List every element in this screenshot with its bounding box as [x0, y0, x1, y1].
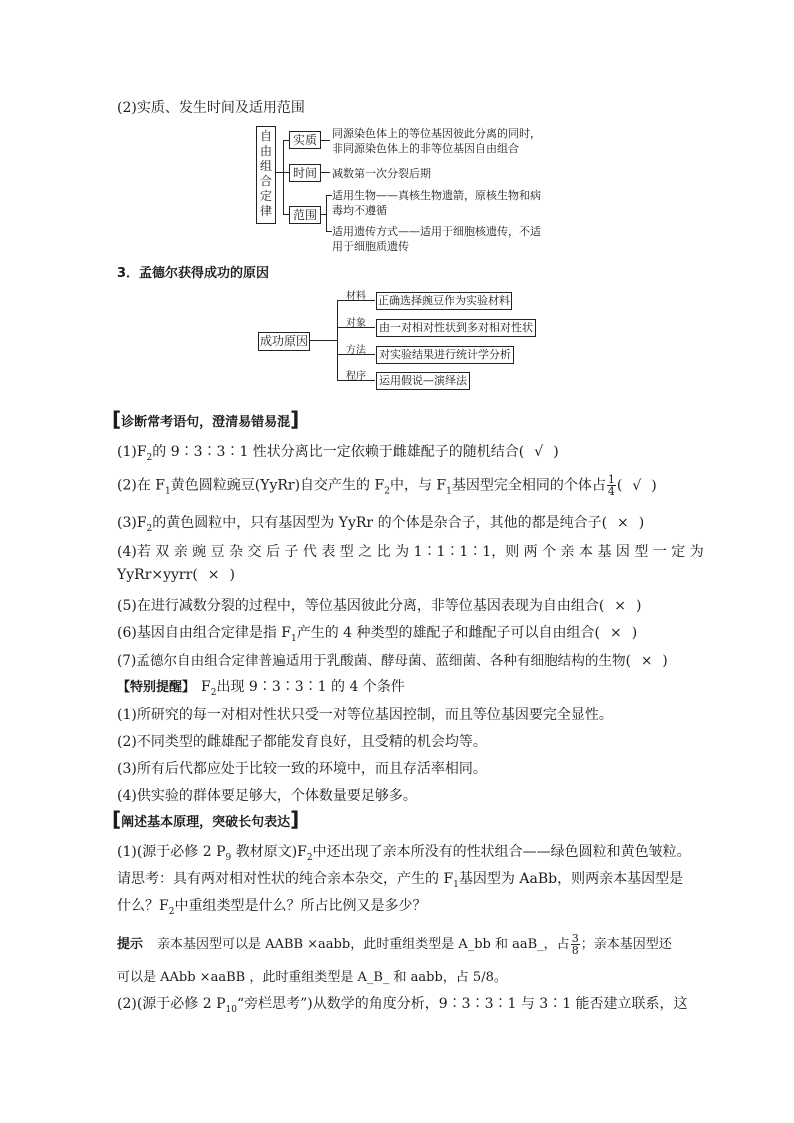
- banner-diagnose: [诊断常考语句，澄清易错易混]: [112, 407, 300, 431]
- diagram1-scope-inherit-line2: 用于细胞质遗传: [332, 240, 409, 253]
- diagram2-label-object: 对象: [346, 318, 366, 329]
- answer-line1: 提示 亲本基因型可以是 AABB ×aabb，此时重组类型是 A_bb 和 aaB_，占 $\frac{3}{8}$ ；亲本基因型还: [117, 932, 672, 957]
- diagram1-essence-line2: 非同源染色体上的非等位基因自由组合: [332, 142, 519, 155]
- diagram1-node-essence: 实质: [289, 131, 321, 149]
- special-tip-item-1: (1)所研究的每一对相对性状只受一对等位基因控制，而且等位基因要完全显性。: [117, 707, 613, 723]
- section-heading-2: (2)实质、发生时间及适用范围: [117, 100, 305, 116]
- banner-explain: [阐述基本原理，突破长句表达]: [112, 807, 300, 831]
- diagram2-box-procedure: 运用假说—演绎法: [376, 372, 470, 390]
- section-heading-3: 3．孟德尔获得成功的原因: [117, 266, 270, 281]
- special-tip-item-2: (2)不同类型的雌雄配子都能发育良好，且受精的机会均等。: [117, 734, 487, 750]
- diagram2-label-material: 材料: [346, 291, 366, 302]
- question-1-line3: 什么？$F_2$中重组类型是什么？所占比例又是多少？: [117, 898, 427, 917]
- special-tip-item-3: (3)所有后代都应处于比较一致的环境中，而且存活率相同。: [117, 761, 487, 777]
- statement-2: (2)在 $F_1$黄色圆粒豌豆(YyRr)自交产生的 $F_2$中，与 $F_1$基因型完全相同的个体占 $\frac{1}{4}$ ( √ ): [117, 473, 657, 498]
- statement-3: $(3)F_2$的黄色圆粒中，只有基因型为 YyRr 的个体是杂合子，其他的都是纯合子( × ): [117, 515, 645, 534]
- statement-5: (5)在进行减数分裂的过程中，等位基因彼此分离，非等位基因表现为自由组合( × ): [117, 598, 642, 614]
- statement-7: (7)孟德尔自由组合定律普遍适用于乳酸菌、酵母菌、蓝细菌、各种有细胞结构的生物( × ): [117, 653, 668, 669]
- statement-6: (6)基因自由组合定律是指 $F_1$产生的 4 种类型的雄配子和雌配子可以自由组合( × ): [117, 625, 638, 644]
- question-2-line1: (2)(源于必修 2 $P_{10}“$旁栏思考”)从数学的角度分析，9∶3∶3∶1 与 3∶1 能否建立联系，这: [117, 996, 688, 1015]
- diagram1-node-scope: 范围: [289, 206, 321, 224]
- statement-4-line1: (4)若 双 亲 豌 豆 杂 交 后 子 代 表 型 之 比 为 1∶1∶1∶1，则 两 个 亲 本 基 因 型 一 定 为: [117, 544, 704, 560]
- question-1-line2: 请思考：具有两对相对性状的纯合亲本杂交，产生的 $F_1$基因型为 AaBb，则两亲本基因型是: [117, 871, 684, 890]
- diagram2-box-object: 由一对相对性状到多对相对性状: [376, 319, 536, 337]
- diagram1-essence-line1: 同源染色体上的等位基因彼此分离的同时，: [332, 127, 541, 140]
- special-tip-heading: 【特别提醒】 $F_2$出现 9∶3∶3∶1 的 4 个条件: [117, 679, 405, 698]
- diagram2-label-method: 方法: [346, 345, 366, 356]
- diagram2-label-procedure: 程序: [346, 371, 366, 382]
- diagram2-box-material: 正确选择豌豆作为实验材料: [376, 292, 512, 310]
- diagram1-scope-bio-line1: 适用生物——真核生物遗箭，原核生物和病: [332, 189, 541, 202]
- diagram1-node-time: 时间: [289, 164, 321, 182]
- statement-4-line2: YyRr×yyrr( × ): [117, 567, 235, 583]
- special-tip-item-4: (4)供实验的群体要足够大，个体数量要足够多。: [117, 788, 417, 804]
- diagram1-root: 自由组合定律: [256, 126, 276, 224]
- diagram1-scope-bio-line2: 毒均不遵循: [332, 204, 387, 217]
- question-1-line1: (1)(源于必修 2 $P_9$ 教材原文)$F_2$中还出现了亲本所没有的性状组合——绿色圆粒和黄色皱粒。: [117, 844, 691, 863]
- diagram1-time-text: 减数第一次分裂后期: [332, 167, 431, 180]
- diagram2-box-method: 对实验结果进行统计学分析: [376, 346, 514, 364]
- statement-1: $(1)F_2$的 9∶3∶3∶1 性状分离比一定依赖于雌雄配子的随机结合( √ ): [117, 444, 559, 463]
- answer-line2: 可以是 AAbb ×aaBB ，此时重组类型是 A_B_ 和 aabb，占 5/8。: [117, 970, 507, 985]
- diagram1-scope-inherit-line1: 适用遗传方式——适用于细胞核遗传，不适: [332, 225, 541, 238]
- diagram2-root: 成功原因: [258, 332, 310, 351]
